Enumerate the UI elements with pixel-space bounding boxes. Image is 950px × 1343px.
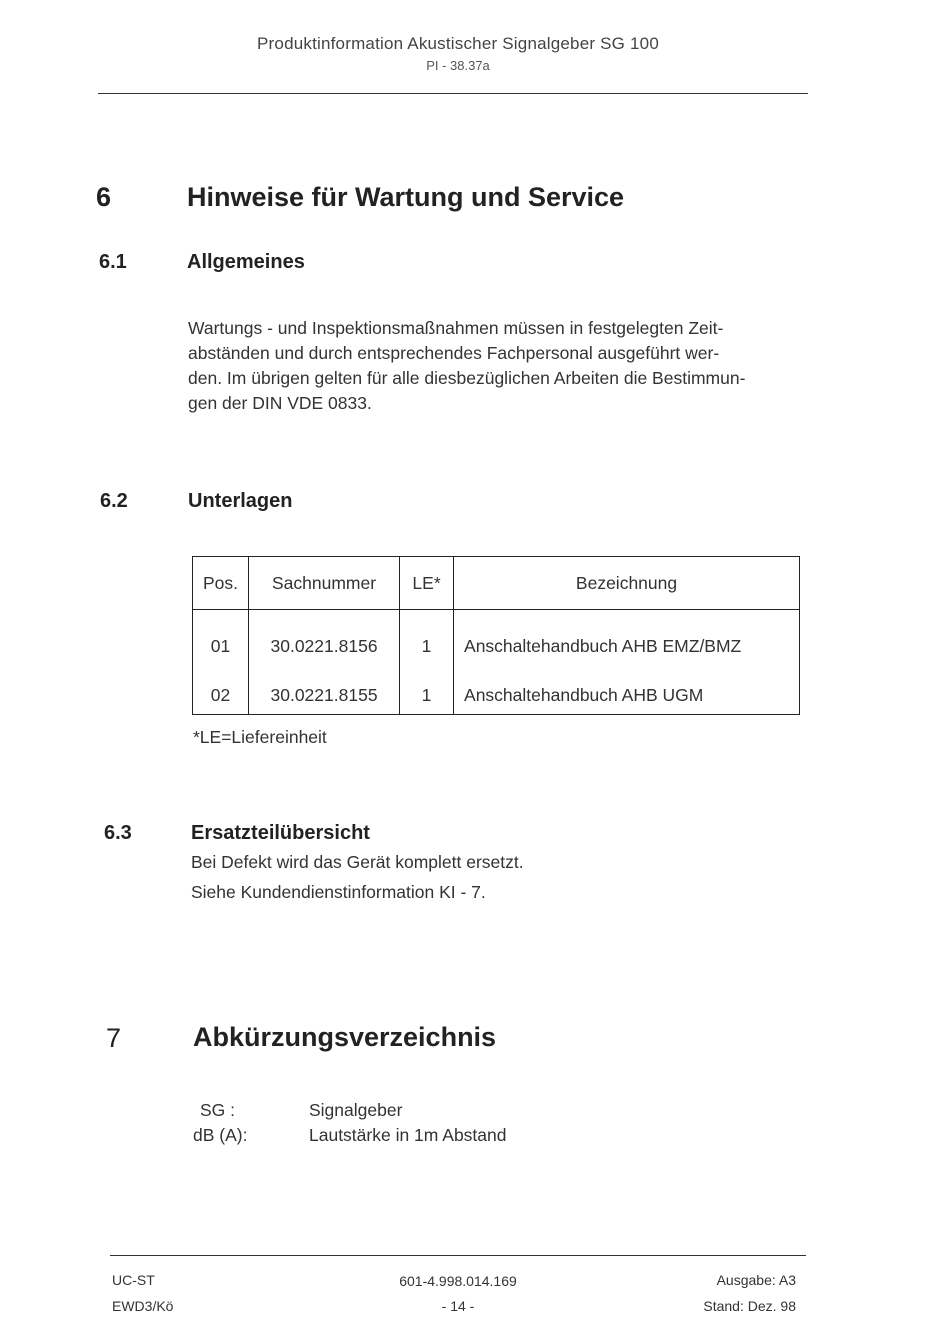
section-7-number: 7	[106, 1023, 122, 1053]
abbreviation-term: dB (A):	[193, 1125, 248, 1145]
col-header-sachnummer: Sachnummer	[249, 557, 400, 610]
cell-pos: 02	[193, 676, 249, 715]
section-6-2-number: 6.2	[100, 490, 128, 512]
section-6-title: Hinweise für Wartung und Service	[187, 182, 625, 212]
section-7-title: Abkürzungsverzeichnis	[193, 1022, 497, 1052]
col-header-pos: Pos.	[193, 557, 249, 610]
section-6-1-number: 6.1	[99, 251, 127, 273]
table-footnote: *LE=Liefereinheit	[193, 727, 327, 747]
paragraph-line: abständen und durch entsprechendes Fachpersonal ausgeführt wer-	[188, 343, 720, 363]
section-6-3-line-1: Bei Defekt wird das Gerät komplett ersetzt.	[191, 852, 524, 872]
cell-sachnummer: 30.0221.8156	[249, 610, 400, 677]
cell-le: 1	[400, 676, 454, 715]
col-header-le: LE*	[400, 557, 454, 610]
abbreviation-term: SG :	[200, 1100, 236, 1120]
section-6-2-title: Unterlagen	[188, 490, 293, 512]
footer-document-number: 601-4.998.014.169	[399, 1273, 517, 1289]
document-code: PI - 38.37a	[426, 58, 490, 73]
paragraph-line: den. Im übrigen gelten für alle diesbezüglichen Arbeiten die Bestimmun-	[188, 368, 746, 388]
footer-rule	[110, 1255, 806, 1256]
section-6-1-title: Allgemeines	[187, 251, 305, 273]
table-row	[193, 610, 800, 677]
table-header-row	[193, 557, 800, 610]
cell-pos: 01	[193, 610, 249, 677]
footer-author-code: EWD3/Kö	[112, 1298, 174, 1314]
header-rule	[98, 93, 808, 94]
section-6-number: 6	[96, 182, 112, 212]
cell-bezeichnung: Anschaltehandbuch AHB UGM	[454, 676, 800, 715]
abbreviation-meaning: Lautstärke in 1m Abstand	[309, 1125, 507, 1145]
col-header-bezeichnung: Bezeichnung	[454, 557, 800, 610]
table-row	[193, 676, 800, 715]
footer-page-number: - 14 -	[441, 1298, 475, 1314]
cell-le: 1	[400, 610, 454, 677]
section-6-3-title: Ersatzteilübersicht	[191, 822, 370, 844]
section-6-1-paragraph	[188, 316, 808, 416]
abbreviation-meaning: Signalgeber	[309, 1100, 403, 1120]
footer-edition: Ausgabe: A3	[716, 1272, 796, 1288]
section-6-3-number: 6.3	[104, 822, 132, 844]
cell-sachnummer: 30.0221.8155	[249, 676, 400, 715]
documents-table	[192, 556, 800, 715]
paragraph-line: gen der DIN VDE 0833.	[188, 393, 372, 413]
cell-bezeichnung: Anschaltehandbuch AHB EMZ/BMZ	[454, 610, 800, 677]
paragraph-line: Wartungs - und Inspektionsmaßnahmen müssen in festgelegten Zeit-	[188, 318, 724, 338]
footer-date: Stand: Dez. 98	[703, 1298, 796, 1314]
footer-department: UC-ST	[112, 1272, 155, 1288]
document-header-title: Produktinformation Akustischer Signalgeber SG 100	[257, 34, 659, 53]
section-6-3-line-2: Siehe Kundendienstinformation KI - 7.	[191, 882, 486, 902]
